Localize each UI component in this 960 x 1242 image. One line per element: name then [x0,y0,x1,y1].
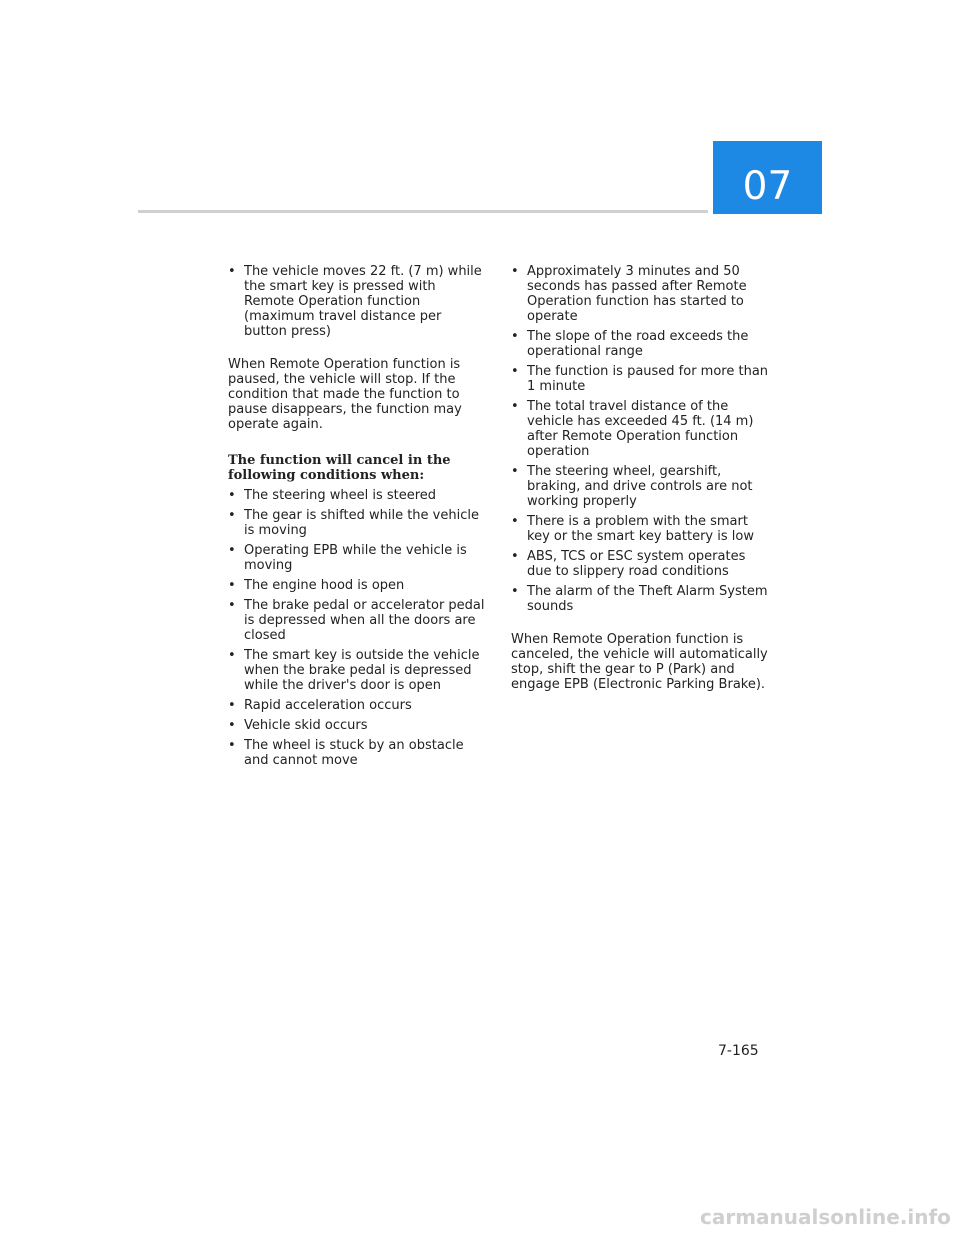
list-item [228,598,488,643]
bullet-icon: • [228,648,236,663]
bullet-icon: • [511,364,519,379]
list-item [511,549,771,579]
more-conditions-list [511,264,771,614]
list-item-text: Approximately 3 minutes and 50 seconds has passed after Remote Operation function has started to operate [527,264,747,324]
list-item [228,698,488,713]
list-item-text: The brake pedal or accelerator pedal is depressed when all the doors are closed [244,598,485,643]
chapter-number: 07 [742,164,793,209]
list-item-text: The gear is shifted while the vehicle is moving [244,508,479,538]
list-item-text: The engine hood is open [244,578,405,593]
list-item-text: The alarm of the Theft Alarm System sounds [527,584,768,614]
bullet-icon: • [228,578,236,593]
intro-list [228,264,488,339]
list-item-text: Vehicle skid occurs [244,718,368,733]
list-item [511,329,771,359]
bullet-icon: • [228,598,236,613]
list-item-text: Rapid acceleration occurs [244,698,412,713]
list-item [228,738,488,768]
page-number: 7-165 [718,1043,759,1059]
right-column [511,264,771,692]
bullet-icon: • [511,514,519,529]
bullet-icon: • [511,399,519,414]
list-item [228,578,488,593]
bullet-icon: • [228,488,236,503]
list-item [511,264,771,324]
left-column [228,264,488,773]
list-item-text: The slope of the road exceeds the operational range [527,329,749,359]
list-item [228,508,488,538]
bullet-icon: • [228,718,236,733]
bullet-icon: • [228,698,236,713]
list-item [511,514,771,544]
bullet-icon: • [511,584,519,599]
cancel-conditions-heading: The function will cancel in the following conditions when: [228,453,451,483]
list-item [228,543,488,573]
list-item-text: The smart key is outside the vehicle when the brake pedal is depressed while the driver's door is open [244,648,480,693]
canceled-paragraph: When Remote Operation function is canceled, the vehicle will automatically stop, shift the gear to P (Park) and engage EPB (Electronic Parking Brake). [511,632,768,692]
bullet-icon: • [511,549,519,564]
list-item [511,364,771,394]
list-item-text: The total travel distance of the vehicle has exceeded 45 ft. (14 m) after Remote Operation function operation [527,399,754,459]
list-item-text: The vehicle moves 22 ft. (7 m) while the smart key is pressed with Remote Operation function (maximum travel distance per button press) [244,264,482,339]
list-item [228,718,488,733]
list-item-text: There is a problem with the smart key or the smart key battery is low [527,514,754,544]
bullet-icon: • [228,738,236,753]
list-item-text: The steering wheel, gearshift, braking, and drive controls are not working properly [527,464,753,509]
bullet-icon: • [511,329,519,344]
bullet-icon: • [228,543,236,558]
chapter-tab [713,141,822,214]
list-item-text: The wheel is stuck by an obstacle and cannot move [244,738,464,768]
list-item [511,464,771,509]
bullet-icon: • [228,264,236,279]
list-item [228,264,488,339]
bullet-icon: • [511,264,519,279]
cancel-conditions-list [228,488,488,768]
list-item-text: Operating EPB while the vehicle is moving [244,543,467,573]
list-item [511,399,771,459]
bullet-icon: • [511,464,519,479]
list-item [511,584,771,614]
list-item-text: The function is paused for more than 1 minute [527,364,769,394]
list-item [228,648,488,693]
list-item [228,488,488,503]
list-item-text: The steering wheel is steered [244,488,437,503]
list-item-text: ABS, TCS or ESC system operates due to slippery road conditions [527,549,746,579]
header-rule [138,210,708,213]
watermark: carmanualsonline.info [700,1205,951,1229]
paused-paragraph: When Remote Operation function is paused, the vehicle will stop. If the condition that made the function to pause disappears, the function may operate again. [228,357,462,432]
bullet-icon: • [228,508,236,523]
